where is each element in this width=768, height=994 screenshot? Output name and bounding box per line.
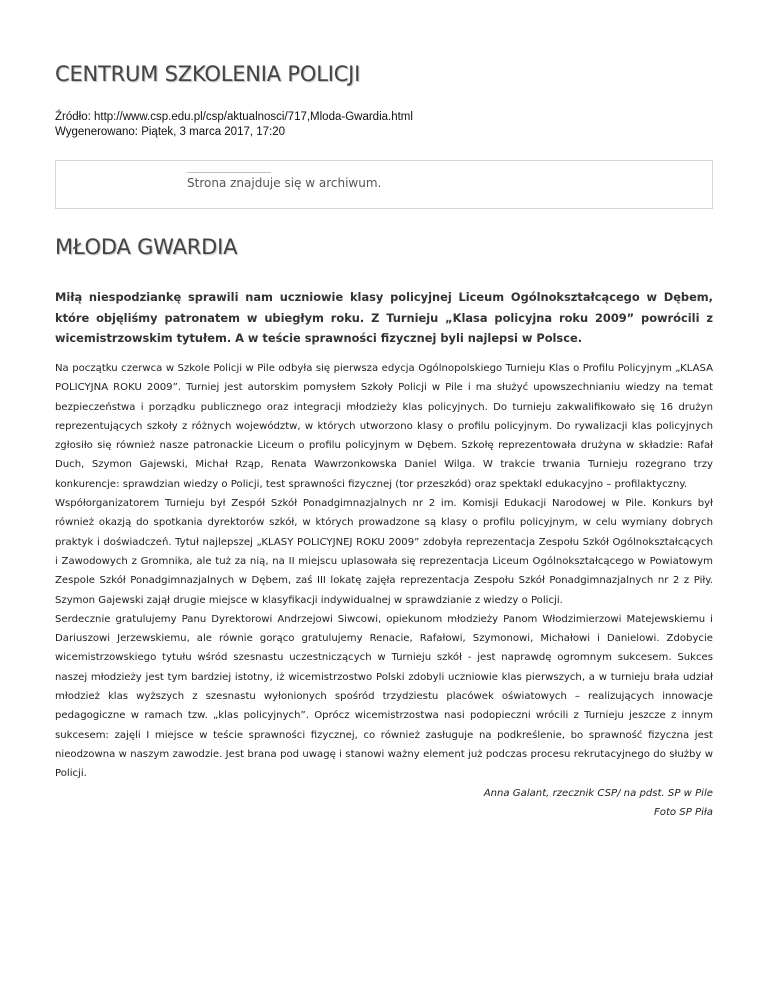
print-meta <box>55 110 413 140</box>
article-body <box>55 359 713 784</box>
article-paragraph: Na początku czerwca w Szkole Policji w Pile odbyła się pierwsza edycja Ogólnopolskiego Turnieju Klas o Profilu Policyjnym „KLASA POLICYJNA ROKU 2009”. Turniej jest autorskim pomysłem Szkoły Policji w Pile i ma służyć upowszechnianiu wiedzy na temat bezpieczeństwa i porządku publicznego oraz integracji młodzieży klas policyjnych. Do turnieju zakwalifikowało się 16 drużyn reprezentujących szkoły z różnych województw, w których utworzono klasy o profilu policyjnym. Do rywalizacji klas policyjnych zgłosiło się również nasze patronackie Liceum o profilu policyjnym w Dębem. Szkołę reprezentowała drużyna w składzie: Rafał Duch, Szymon Gajewski, Michał Rząp, Renata Wawrzonkowska Daniel Wilga. W trakcie trwania Turnieju rozegrano trzy konkurencje: sprawdzian wiedzy o Policji, test sprawności fizycznej (tor przeszkód) oraz spektakl edukacyjno – profilaktyczny. <box>55 363 713 490</box>
photo-credit: Foto SP Piła <box>653 807 713 819</box>
author-credit: Anna Galant, rzecznik CSP/ na pdst. SP w Pile <box>483 788 713 799</box>
generated-line: Wygenerowano: Piątek, 3 marca 2017, 17:20 <box>55 126 286 138</box>
archive-notice-text: Strona znajduje się w archiwum. <box>187 176 382 190</box>
archive-divider <box>187 172 271 173</box>
article-lead: Miłą niespodziankę sprawili nam uczniowie klasy policyjnej Liceum Ogólnokształcącego w Dębem, które objęliśmy patronatem w ubiegłym roku. Z Turnieju „Klasa policyjna roku 2009” powrócili z wicemistrzowskim tytułem. A w teście sprawności fizycznej byli najlepsi w Polsce. <box>55 290 713 345</box>
article-title: MŁODA GWARDIA <box>55 235 238 259</box>
site-title: CENTRUM SZKOLENIA POLICJI <box>55 62 361 86</box>
article-paragraph: Współorganizatorem Turnieju był Zespół Szkół Ponadgimnazjalnych nr 2 im. Komisji Edukacji Narodowej w Pile. Konkurs był również okazją do spotkania dyrektorów szkół, w których prowadzone są klasy o profilu policyjnym, w celu wymiany dobrych praktyk i doświadczeń. Tytuł najlepszej „KLASY POLICYJNEJ ROKU 2009” zdobyła reprezentacja Zespołu Szkół Ogólnokształcących i Zawodowych z Gromnika, ale tuż za nią, na II miejscu uplasowała się reprezentacja Liceum Ogólnokształcącego w Powiatowym Zespole Szkół Ponadgimnazjalnych w Dębem, zaś III lokatę zajęła reprezentacja Zespołu Szkół Ponadgimnazjalnych nr 2 z Piły. Szymon Gajewski zajął drugie miejsce w klasyfikacji indywidualnej w sprawdzianie z wiedzy o Policji. <box>55 498 713 606</box>
archive-notice-box <box>55 160 713 209</box>
article-paragraph: Serdecznie gratulujemy Panu Dyrektorowi Andrzejowi Siwcowi, opiekunom młodzieży Panom Włodzimierzowi Matejewskiemu i Dariuszowi Jerzewskiemu, ale równie gorąco gratulujemy Renacie, Rafałowi, Szymonowi, Michałowi i Danielowi. Zdobycie wicemistrzowskiego tytułu wśród szesnastu uczestniczących w Turnieju szkół - jest naprawdę ogromnym sukcesem. Sukces naszej młodzieży jest tym bardziej istotny, iż wicemistrzostwo Polski zdobyli uczniowie klas pierwszych, a w turnieju brała udział młodzież klas wyższych z szesnastu wyłonionych spośród trzydziestu placówek oświatowych – realizujących innowacje pedagogiczne w ramach tzw. „klas policyjnych”. Oprócz wicemistrzostwa nasi podopieczni wrócili z Turnieju jeszcze z innym sukcesem: zajęli I miejsce w teście sprawności fizycznej, co również zasługuje na podkreślenie, bo sprawność fizyczna jest nieodzowna w naszym zawodzie. Jest brana pod uwagę i stanowi ważny element już podczas procesu rekrutacyjnego do służby w Policji. <box>55 613 713 780</box>
source-line: Źródło: http://www.csp.edu.pl/csp/aktualnosci/717,Mloda-Gwardia.html <box>55 111 413 123</box>
article-credits <box>55 784 713 823</box>
